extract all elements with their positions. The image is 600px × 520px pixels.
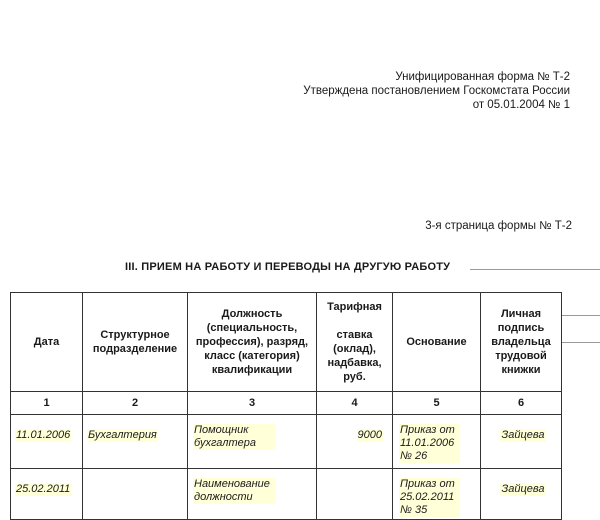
cell-department <box>83 469 188 520</box>
margin-line-top <box>562 315 600 316</box>
page-label: 3-я страница формы № Т-2 <box>425 220 572 232</box>
table-row <box>11 415 562 469</box>
cell-position <box>188 415 317 469</box>
cell-signature <box>481 469 562 520</box>
col-header-basis: Основание <box>393 293 481 392</box>
section-title: III. ПРИЕМ НА РАБОТУ И ПЕРЕВОДЫ НА ДРУГУЮ РАБОТУ <box>125 261 451 273</box>
col-number: 3 <box>188 392 317 415</box>
col-header-signature: Личная подпись владельца трудовой книжки <box>481 293 562 392</box>
col-header-department: Структурное подразделение <box>83 293 188 392</box>
department-value[interactable]: Бухгалтерия <box>88 429 157 441</box>
col-number: 1 <box>11 392 83 415</box>
cell-rate <box>317 469 393 520</box>
form-header-line2: Утверждена постановлением Госкомстата России <box>303 85 570 97</box>
cell-signature <box>481 415 562 469</box>
form-header-line1: Унифицированная форма № Т-2 <box>395 71 570 83</box>
cell-date <box>11 469 83 520</box>
col-number: 6 <box>481 392 562 415</box>
col-number: 2 <box>83 392 188 415</box>
signature-value[interactable]: Зайцева <box>501 483 545 495</box>
form-header-line3: от 05.01.2004 № 1 <box>472 99 570 111</box>
form-header <box>303 70 570 112</box>
col-header-position: Должность (специальность, профессия), разряд, класс (категория) квалификации <box>188 293 317 392</box>
col-header-date: Дата <box>11 293 83 392</box>
basis-value[interactable]: Приказ от 11.01.2006 № 26 <box>399 424 460 463</box>
basis-value[interactable]: Приказ от 25.02.2011 № 35 <box>399 478 460 517</box>
rate-value[interactable]: 9000 <box>357 429 382 441</box>
date-value[interactable]: 25.02.2011 <box>16 483 71 495</box>
col-number: 4 <box>317 392 393 415</box>
position-value[interactable]: Помощник бухгалтера <box>193 424 276 450</box>
title-leader-line <box>470 269 600 270</box>
cell-date <box>11 415 83 469</box>
position-value[interactable]: Наименование должности <box>193 478 276 504</box>
signature-value[interactable]: Зайцева <box>501 429 545 441</box>
margin-line-bottom <box>562 342 600 343</box>
col-header-rate: Тарифная ставка (оклад), надбавка, руб. <box>317 293 393 392</box>
table-row <box>11 469 562 520</box>
table-number-row <box>11 392 562 415</box>
cell-rate <box>317 415 393 469</box>
date-value[interactable]: 11.01.2006 <box>16 429 71 441</box>
table-header-row <box>11 293 562 392</box>
cell-department <box>83 415 188 469</box>
employment-table <box>10 292 562 520</box>
cell-basis <box>393 415 481 469</box>
col-number: 5 <box>393 392 481 415</box>
cell-position <box>188 469 317 520</box>
cell-basis <box>393 469 481 520</box>
